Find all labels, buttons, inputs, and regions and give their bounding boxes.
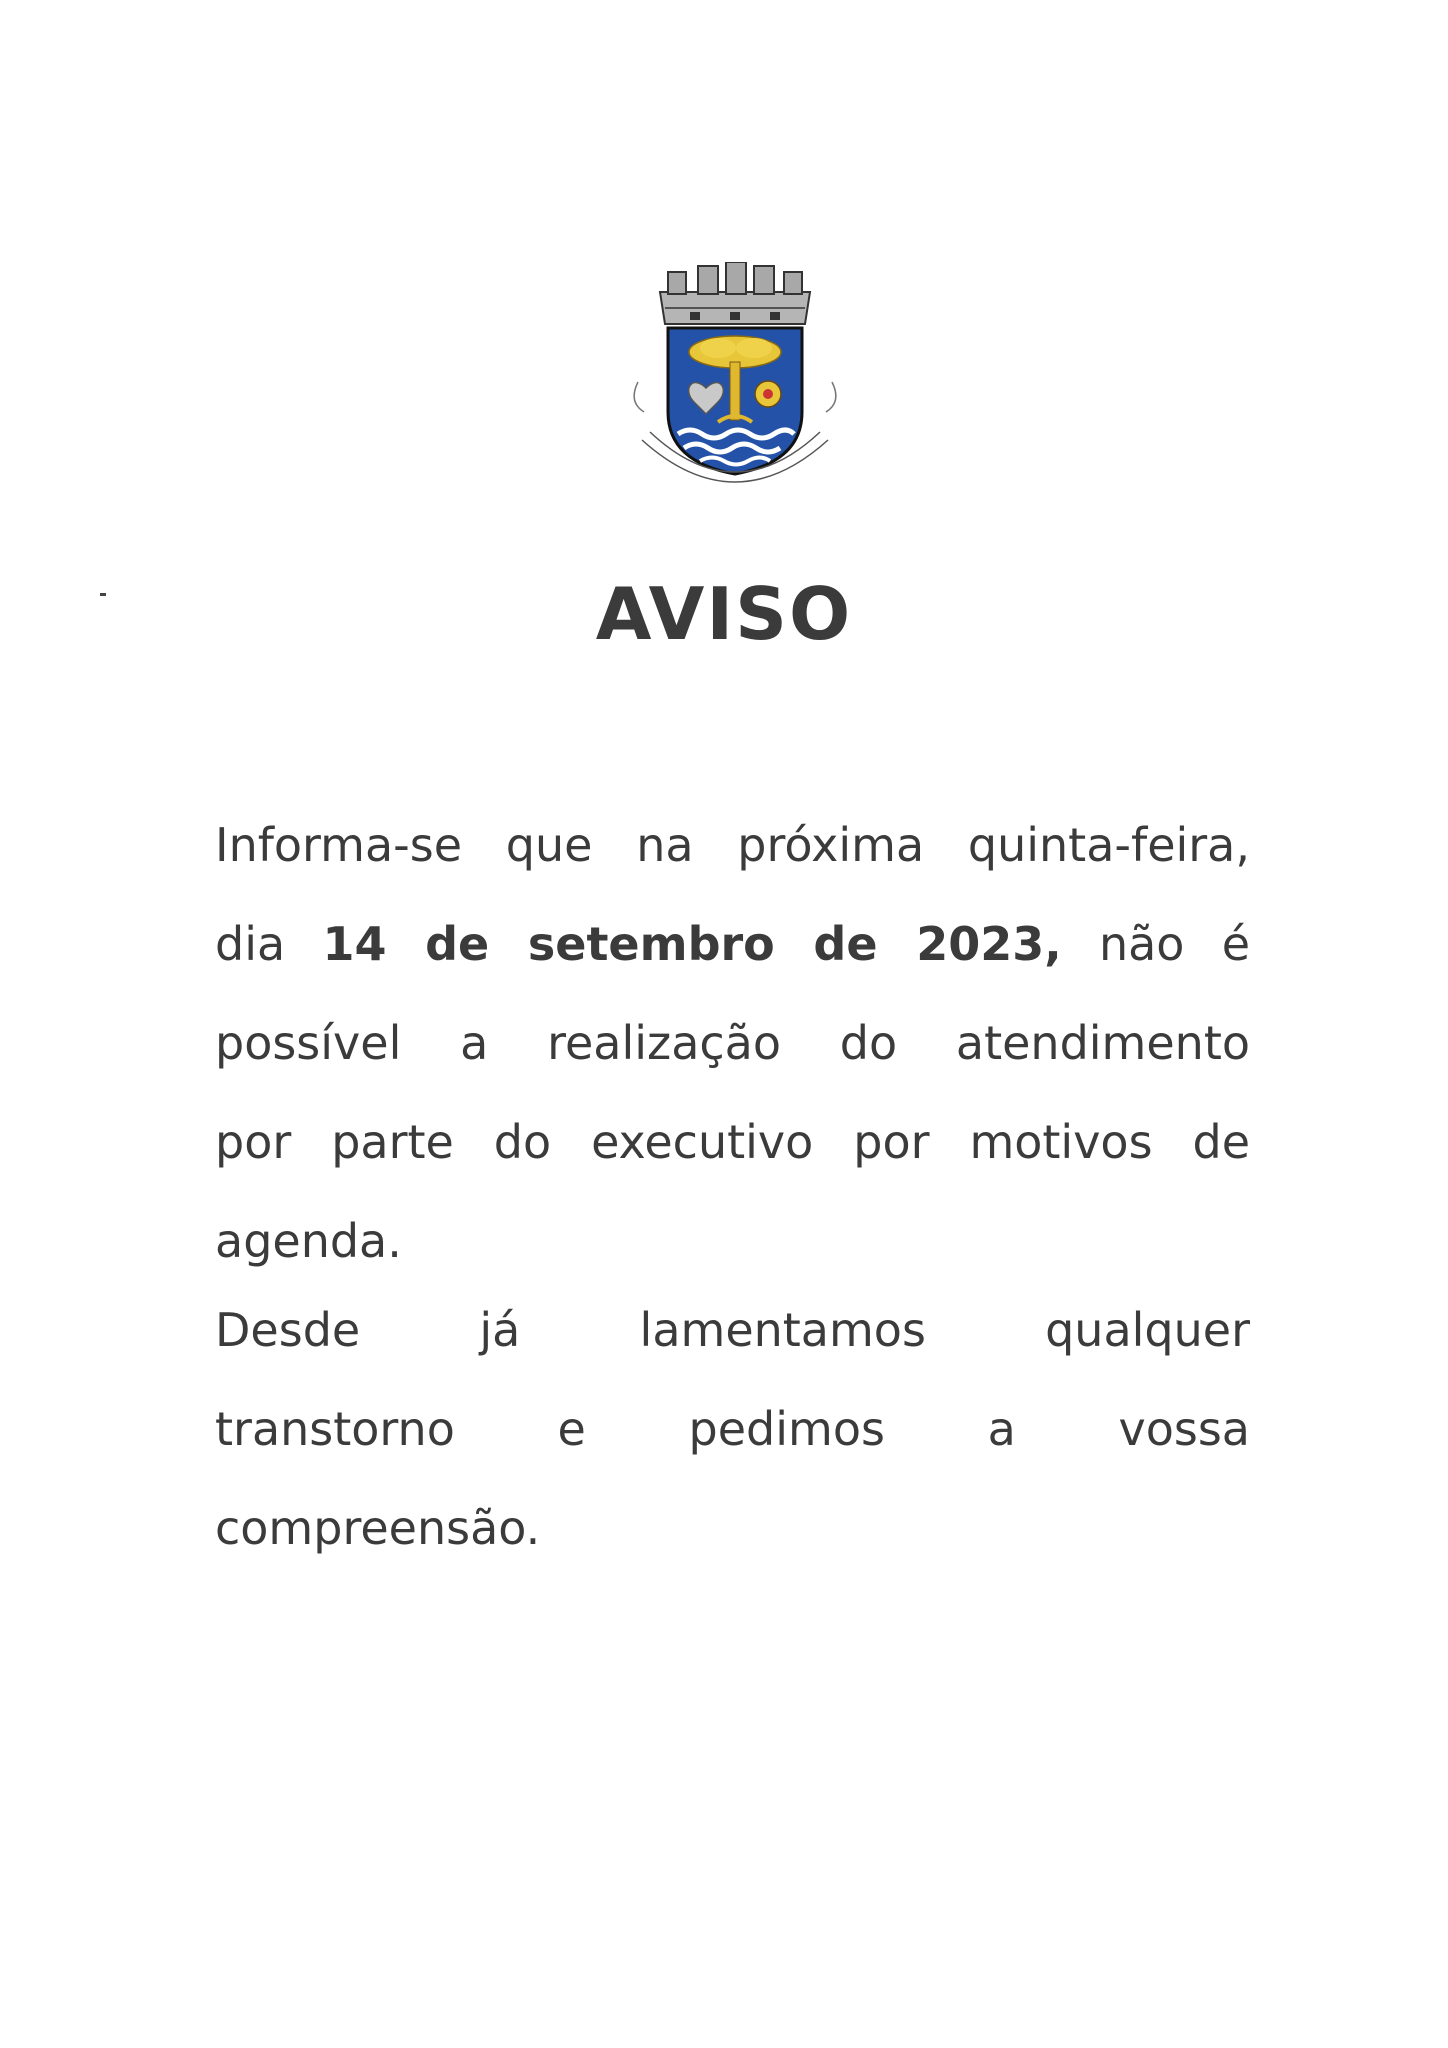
meeting-date: 14 de setembro de 2023, <box>322 917 1062 971</box>
parish-coat-of-arms-logo <box>620 262 850 512</box>
paragraph-2-line-2: transtorno e pedimos a vossa <box>215 1402 1250 1456</box>
notice-paragraph-1 <box>215 796 1250 1291</box>
paragraph-2-line-3: compreensão. <box>215 1501 541 1555</box>
notice-title: AVISO <box>595 572 853 656</box>
shield-icon <box>668 328 802 474</box>
paragraph-1-line-3: possível a realização do atendimento <box>215 1016 1250 1070</box>
mural-crown-icon <box>660 262 810 324</box>
paragraph-1-line-4: por parte do executivo por motivos de <box>215 1115 1250 1169</box>
notice-paragraph-2 <box>215 1281 1250 1578</box>
line-2-prefix: dia <box>215 917 286 971</box>
paragraph-2-line-1: Desde já lamentamos qualquer <box>215 1303 1250 1357</box>
paragraph-1-line-1: Informa-se que na próxima quinta-feira, <box>215 818 1250 872</box>
notice-body <box>215 796 1250 1578</box>
line-2-suffix: não é <box>1098 917 1251 971</box>
paragraph-1-line-2 <box>215 895 1250 994</box>
paragraph-1-line-5: agenda. <box>215 1214 402 1268</box>
